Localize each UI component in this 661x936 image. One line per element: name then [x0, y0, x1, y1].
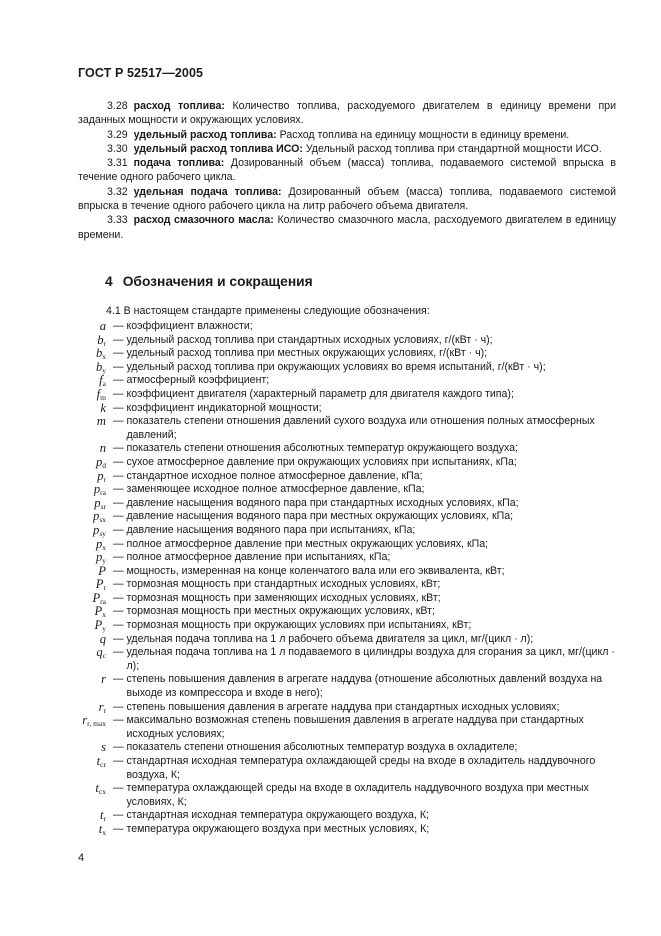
term-definition: Количество смазочного масла, расходуемого двигателем в единицу времени. — [78, 214, 616, 241]
dash: — — [110, 632, 127, 645]
symbol-definition: стандартная исходная температура окружающего воздуха, К; — [126, 809, 429, 822]
dash: — — [110, 591, 127, 604]
symbol-letter: m — [96, 414, 106, 429]
dash: — — [110, 782, 127, 795]
dash: — — [110, 320, 127, 332]
term-number: 3.30 — [107, 142, 128, 155]
symbol — [70, 334, 106, 348]
dash: — — [110, 347, 127, 360]
symbol-subscript: r — [103, 705, 106, 715]
symbol — [70, 538, 106, 552]
symbol — [70, 578, 106, 592]
document-header: ГОСТ Р 52517—2005 — [78, 66, 204, 80]
symbol-letter: p — [93, 509, 100, 524]
term-definition: Расход топлива на единицу мощности в единицу времени. — [279, 128, 570, 141]
page-number: 4 — [78, 852, 85, 864]
dash: — — [110, 551, 127, 564]
symbol-letter: t — [100, 808, 104, 823]
symbol-row — [70, 415, 616, 442]
symbol-row — [70, 619, 616, 633]
symbol-subscript: m — [100, 392, 106, 402]
symbol-row — [70, 565, 616, 579]
symbol-subscript: sx — [99, 515, 106, 525]
dash: — — [110, 646, 127, 659]
symbol-subscript: r — [103, 583, 106, 593]
dash: — — [110, 822, 127, 835]
symbol-row — [70, 334, 616, 348]
symbol-letter: t — [98, 821, 103, 836]
symbol-definition: тормозная мощность при заменяющих исходных условиях, кВт; — [126, 591, 441, 604]
dash: — — [110, 374, 127, 387]
symbol-definition: тормозная мощность при местных окружающих условиях, кВт; — [126, 605, 435, 618]
symbol-row — [70, 320, 616, 334]
term-paragraph — [78, 213, 616, 242]
dash: — — [110, 809, 127, 822]
symbols-list — [70, 320, 616, 837]
symbol — [70, 619, 106, 633]
symbol-row — [70, 673, 616, 700]
symbol-letter: t — [96, 754, 101, 768]
symbol — [70, 442, 106, 456]
symbol — [70, 755, 106, 769]
term-paragraph — [78, 156, 616, 185]
term-title: удельная подача топлива: — [133, 185, 282, 198]
symbol — [70, 565, 106, 579]
symbol-definition: мощность, измеренная на конце коленчатого вала или его эквивалента, кВт; — [126, 564, 505, 577]
symbol-definition: стандартная исходная температура охлаждающей среды на входе в охладитель наддувочного воздуха, К; — [126, 755, 596, 781]
symbol-row — [70, 374, 616, 388]
symbol-letter: r — [98, 699, 104, 714]
symbol-subscript: cr — [100, 760, 106, 769]
symbol — [70, 347, 106, 361]
symbol-letter: p — [95, 550, 103, 565]
symbol-subscript: r, max — [87, 719, 106, 729]
symbol-definition: удельная подача топлива на 1 л рабочего объема двигателя за цикл, мг/(цикл · л); — [126, 632, 534, 645]
dash: — — [110, 333, 127, 346]
symbol-letter: p — [95, 536, 103, 551]
symbol-definition: показатель степени отношения абсолютных температур воздуха в охладителе; — [126, 741, 518, 754]
symbol-definition: заменяющее исходное полное атмосферное давление, кПа; — [126, 483, 425, 496]
dash: — — [110, 578, 127, 591]
symbol-definition: коэффициент двигателя (характерный параметр для двигателя каждого типа); — [126, 387, 514, 400]
symbol-row — [70, 782, 616, 809]
symbol-row — [70, 592, 616, 606]
symbol-letter: b — [95, 346, 103, 361]
symbol-letter: s — [101, 740, 106, 755]
symbol — [70, 673, 106, 687]
term-definition: Количество топлива, расходуемого двигателем в единицу времени при заданных мощности и окружающих условиях. — [78, 100, 616, 127]
symbol-subscript: y — [102, 556, 106, 566]
term-paragraph — [78, 128, 616, 142]
symbol-definition: показатель степени отношения давлений сухого воздуха или отношения полных атмосферных давлений; — [126, 415, 595, 441]
dash: — — [110, 387, 127, 400]
symbol — [70, 605, 106, 619]
symbol-letter: n — [99, 441, 106, 456]
term-number: 3.31 — [107, 157, 128, 170]
symbol-row — [70, 714, 616, 741]
section-heading — [105, 274, 313, 289]
dash: — — [110, 741, 127, 754]
dash: — — [110, 523, 127, 536]
symbol — [70, 809, 106, 823]
term-title: удельный расход топлива: — [133, 128, 277, 141]
symbol-subscript: sr — [100, 501, 106, 511]
symbol-definition: полное атмосферное давление при местных окружающих условиях, кПа; — [126, 537, 489, 550]
term-paragraph — [78, 185, 616, 214]
symbol-subscript: x — [102, 352, 106, 362]
term-definition: Удельный расход топлива при стандартной мощности ИСО. — [305, 142, 602, 155]
symbol — [70, 701, 106, 715]
symbol-letter: q — [96, 645, 103, 660]
symbol-definition: удельный расход топлива при стандартных исходных условиях, г/(кВт · ч); — [126, 333, 493, 346]
symbol-subscript: r — [103, 814, 106, 824]
symbol-subscript: r — [103, 338, 106, 348]
symbol-subscript: sy — [99, 528, 106, 538]
dash: — — [110, 755, 127, 767]
symbol — [70, 633, 106, 647]
symbol-row — [70, 538, 616, 552]
symbol-subscript: cx — [98, 787, 106, 797]
symbol-row — [70, 524, 616, 538]
symbol-row — [70, 633, 616, 647]
symbol-row — [70, 361, 616, 375]
symbol-definition: удельная подача топлива на 1 л подаваемого в цилиндры воздуха для сгорания за цикл, мг/(цикл · л); — [126, 646, 615, 672]
symbol-definition: удельный расход топлива при окружающих условиях во время испытаний, г/(кВт · ч); — [126, 360, 546, 373]
symbol-letter: k — [100, 400, 106, 415]
symbol — [70, 483, 106, 497]
symbol-definition: температура охлаждающей среды на входе в охладитель наддувочного воздуха при местных условиях, К; — [126, 782, 589, 808]
symbol-row — [70, 442, 616, 456]
term-number: 3.28 — [107, 100, 128, 112]
symbol-subscript: x — [102, 610, 106, 620]
dash: — — [110, 564, 127, 577]
symbol-definition: давление насыщения водяного пара при местных окружающих условиях, кПа; — [126, 510, 514, 523]
symbol-row — [70, 347, 616, 361]
section-title: Обозначения и сокращения — [122, 274, 313, 289]
symbol-letter: f — [96, 386, 101, 401]
terms-section — [78, 99, 616, 242]
symbol-row — [70, 823, 616, 837]
symbol-definition: коэффициент индикаторной мощности; — [126, 401, 322, 414]
symbol-row — [70, 578, 616, 592]
symbol-letter: r — [101, 672, 106, 687]
symbol-letter: P — [95, 577, 104, 592]
symbol-subscript: a — [102, 379, 106, 389]
symbol-definition: полное атмосферное давление при испытаниях, кПа; — [126, 551, 391, 564]
symbol-subscript: ra — [100, 596, 106, 606]
symbol-definition: давление насыщения водяного пара при испытаниях, кПа; — [126, 523, 416, 536]
symbol-row — [70, 483, 616, 497]
term-title: расход топлива: — [133, 100, 225, 112]
symbol-subscript: d — [102, 460, 106, 470]
symbol-letter: P — [92, 590, 101, 605]
symbol-row — [70, 605, 616, 619]
symbol-letter: b — [97, 332, 104, 347]
symbol-letter: t — [95, 781, 99, 796]
symbol-letter: q — [99, 631, 106, 646]
symbol-definition: стандартное исходное полное атмосферное давление, кПа; — [126, 469, 423, 482]
symbol-letter: P — [94, 618, 103, 633]
symbol-definition: коэффициент влажности; — [126, 320, 253, 332]
symbol-row — [70, 701, 616, 715]
symbol-subscript: x — [102, 542, 106, 552]
symbol — [70, 497, 106, 511]
symbol — [70, 470, 106, 484]
symbol-row — [70, 551, 616, 565]
symbol-letter: f — [99, 373, 103, 388]
symbol-subscript: ra — [100, 488, 106, 498]
symbol-definition: степень повышения давления в агрегате наддува при стандартных исходных условиях; — [126, 700, 560, 713]
symbol-letter: p — [95, 454, 103, 469]
symbol — [70, 823, 106, 837]
term-definition: Дозированный объем (масса) топлива, подаваемого системой впрыска в течение одного рабочего цикла. — [78, 157, 616, 184]
dash: — — [110, 619, 127, 632]
symbol — [70, 714, 106, 728]
symbol — [70, 388, 106, 402]
term-number: 3.33 — [107, 214, 128, 227]
symbols-intro: 4.1 В настоящем стандарте применены следующие обозначения: — [106, 305, 430, 317]
term-title: подача топлива: — [133, 157, 225, 170]
symbol — [70, 782, 106, 796]
term-paragraph — [78, 142, 616, 156]
symbol — [70, 402, 106, 416]
symbol-definition: температура окружающего воздуха при местных условиях, К; — [126, 822, 430, 835]
dash: — — [110, 714, 127, 727]
symbol-definition: тормозная мощность при стандартных исходных условиях, кВт; — [126, 578, 441, 591]
section-number: 4 — [105, 274, 113, 289]
symbol-subscript: r — [103, 474, 106, 484]
term-number: 3.32 — [107, 185, 128, 198]
symbol — [70, 510, 106, 524]
dash: — — [110, 510, 127, 523]
symbol-row — [70, 646, 616, 673]
symbol-subscript: y — [102, 624, 106, 634]
term-definition: Дозированный объем (масса) топлива, подаваемого системой впрыска в течение одного рабочего цикла на литр рабочего объема двигателя. — [78, 185, 616, 213]
symbol-row — [70, 497, 616, 511]
symbol-row — [70, 456, 616, 470]
symbol-letter: a — [99, 319, 106, 333]
symbol-row — [70, 388, 616, 402]
term-title: расход смазочного масла: — [133, 214, 274, 227]
dash: — — [110, 442, 127, 455]
symbol — [70, 456, 106, 470]
dash: — — [110, 537, 127, 550]
symbol-definition: тормозная мощность при окружающих условиях при испытаниях, кВт; — [126, 619, 472, 632]
symbol-letter: P — [98, 563, 106, 578]
symbol-letter: p — [97, 468, 104, 483]
symbol-letter: P — [94, 604, 103, 619]
term-title: удельный расход топлива ИСО: — [133, 142, 303, 155]
dash: — — [110, 483, 127, 496]
symbol-definition: сухое атмосферное давление при окружающих условиях при испытаниях, кПа; — [126, 455, 517, 468]
symbol — [70, 320, 106, 334]
symbol — [70, 374, 106, 388]
term-number: 3.29 — [107, 128, 128, 141]
dash: — — [110, 401, 127, 414]
symbol-subscript: x — [102, 827, 106, 837]
symbol — [70, 646, 106, 660]
symbol-row — [70, 741, 616, 755]
symbol-letter: p — [93, 482, 101, 497]
symbol-definition: максимально возможная степень повышения давления в агрегате наддува при стандартных исходных условиях; — [126, 714, 584, 740]
dash: — — [110, 469, 127, 482]
dash: — — [110, 605, 127, 618]
dash: — — [110, 455, 127, 468]
symbol-row — [70, 809, 616, 823]
symbol-letter: p — [93, 522, 100, 537]
symbol — [70, 524, 106, 538]
symbol-letter: r — [82, 713, 88, 728]
symbol — [70, 592, 106, 606]
dash: — — [110, 360, 127, 373]
symbol — [70, 415, 106, 429]
symbol-subscript: y — [102, 365, 106, 375]
symbol-definition: степень повышения давления в агрегате наддува (отношение абсолютных давлений воздуха на выходе из компрессора и входе в него); — [126, 673, 603, 700]
symbol-row — [70, 402, 616, 416]
term-paragraph — [78, 99, 616, 128]
symbol — [70, 741, 106, 755]
symbol-letter: b — [95, 359, 103, 374]
symbol-definition: атмосферный коэффициент; — [126, 374, 270, 387]
dash: — — [110, 496, 127, 509]
symbol — [70, 361, 106, 375]
symbol — [70, 551, 106, 565]
symbol-letter: p — [94, 495, 101, 510]
dash: — — [110, 673, 127, 686]
symbol-row — [70, 510, 616, 524]
symbol-definition: удельный расход топлива при местных окружающих условиях, г/(кВт · ч); — [126, 347, 488, 360]
symbol-definition: показатель степени отношения абсолютных температур окружающего воздуха; — [126, 442, 518, 455]
symbol-row — [70, 470, 616, 484]
symbol-definition: давление насыщения водяного пара при стандартных исходных условиях, кПа; — [126, 496, 519, 509]
symbol-row — [70, 755, 616, 782]
symbol-subscript: c — [102, 651, 106, 661]
dash: — — [110, 415, 127, 428]
dash: — — [110, 700, 127, 713]
